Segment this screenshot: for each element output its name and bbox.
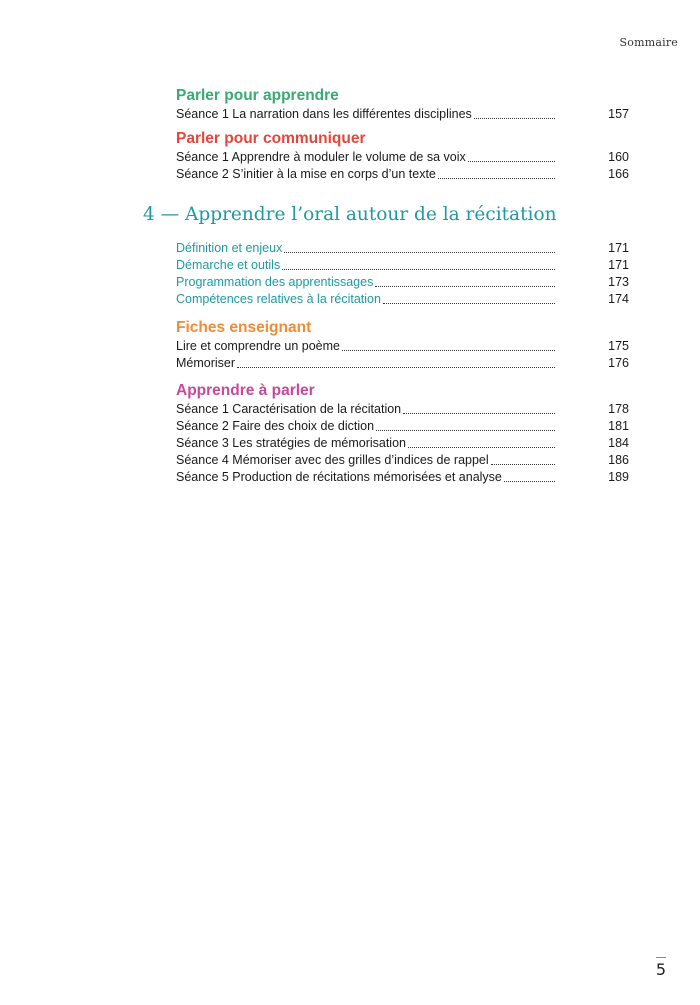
- toc-entry[interactable]: [176, 257, 629, 274]
- toc-entry[interactable]: [176, 355, 629, 372]
- dot-leader: [403, 413, 555, 414]
- dot-leader: [438, 178, 555, 179]
- table-of-contents: [176, 86, 629, 183]
- toc-entry[interactable]: [176, 291, 629, 308]
- entry-label: Définition et enjeux: [176, 241, 283, 255]
- toc-entry[interactable]: [176, 401, 629, 418]
- entry-label: Démarche et outils: [176, 258, 281, 272]
- entry-label: Séance 2 Faire des choix de diction: [176, 419, 375, 433]
- section-title: Parler pour apprendre: [176, 87, 339, 104]
- dot-leader: [491, 464, 555, 465]
- entry-page: 171: [608, 241, 629, 255]
- entry-page: 186: [608, 453, 629, 467]
- dot-leader: [284, 252, 555, 253]
- entry-label: Séance 4 Mémoriser avec des grilles d’indices de rappel: [176, 453, 489, 467]
- toc-entry[interactable]: [176, 149, 629, 166]
- section-title: Fiches enseignant: [176, 319, 312, 336]
- entry-page: 173: [608, 275, 629, 289]
- toc-entry[interactable]: [176, 452, 629, 469]
- toc-entry[interactable]: [176, 418, 629, 435]
- toc-entry[interactable]: [176, 106, 629, 123]
- dot-leader: [504, 481, 555, 482]
- entry-label: Séance 2 S’initier à la mise en corps d’un texte: [176, 167, 436, 181]
- toc-entry[interactable]: [176, 435, 629, 452]
- entry-label: Séance 3 Les stratégies de mémorisation: [176, 436, 406, 450]
- toc-section-parler-pour-apprendre: [176, 86, 629, 123]
- dot-leader: [383, 303, 555, 304]
- page-number-rule: [656, 957, 666, 958]
- dot-leader: [468, 161, 555, 162]
- table-of-contents-chapter-4: [176, 240, 629, 486]
- entry-page: 178: [608, 402, 629, 416]
- toc-entry[interactable]: [176, 240, 629, 257]
- entry-page: 175: [608, 339, 629, 353]
- toc-section-apprendre-a-parler: [176, 381, 629, 486]
- entry-label: Séance 1 La narration dans les différentes disciplines: [176, 107, 472, 121]
- entry-label: Séance 1 Caractérisation de la récitation: [176, 402, 402, 416]
- dot-leader: [376, 430, 555, 431]
- entry-label: Mémoriser: [176, 356, 236, 370]
- dot-leader: [282, 269, 555, 270]
- toc-section-parler-pour-communiquer: [176, 129, 629, 183]
- entry-page: 157: [608, 107, 629, 121]
- entry-page: 189: [608, 470, 629, 484]
- entry-label: Séance 1 Apprendre à moduler le volume de sa voix: [176, 150, 466, 164]
- toc-entry[interactable]: [176, 166, 629, 183]
- entry-label: Programmation des apprentissages: [176, 275, 374, 289]
- page-number: 5: [655, 960, 666, 979]
- entry-page: 166: [608, 167, 629, 181]
- entry-page: 184: [608, 436, 629, 450]
- entry-page: 176: [608, 356, 629, 370]
- dot-leader: [474, 118, 555, 119]
- entry-label: Compétences relatives à la récitation: [176, 292, 381, 306]
- dot-leader: [342, 350, 555, 351]
- toc-entry[interactable]: [176, 338, 629, 355]
- toc-section-intro: [176, 240, 629, 308]
- chapter-title: 4 — Apprendre l’oral autour de la récitation: [143, 204, 557, 225]
- toc-entry[interactable]: [176, 274, 629, 291]
- running-head: Sommaire: [619, 36, 678, 49]
- section-title: Parler pour communiquer: [176, 130, 366, 147]
- dot-leader: [408, 447, 555, 448]
- dot-leader: [237, 367, 555, 368]
- toc-section-fiches-enseignant: [176, 318, 629, 372]
- toc-entry[interactable]: [176, 469, 629, 486]
- entry-page: 174: [608, 292, 629, 306]
- entry-page: 160: [608, 150, 629, 164]
- section-title: Apprendre à parler: [176, 382, 315, 399]
- entry-page: 171: [608, 258, 629, 272]
- entry-label: Lire et comprendre un poème: [176, 339, 340, 353]
- entry-page: 181: [608, 419, 629, 433]
- dot-leader: [375, 286, 555, 287]
- entry-label: Séance 5 Production de récitations mémorisées et analyse: [176, 470, 502, 484]
